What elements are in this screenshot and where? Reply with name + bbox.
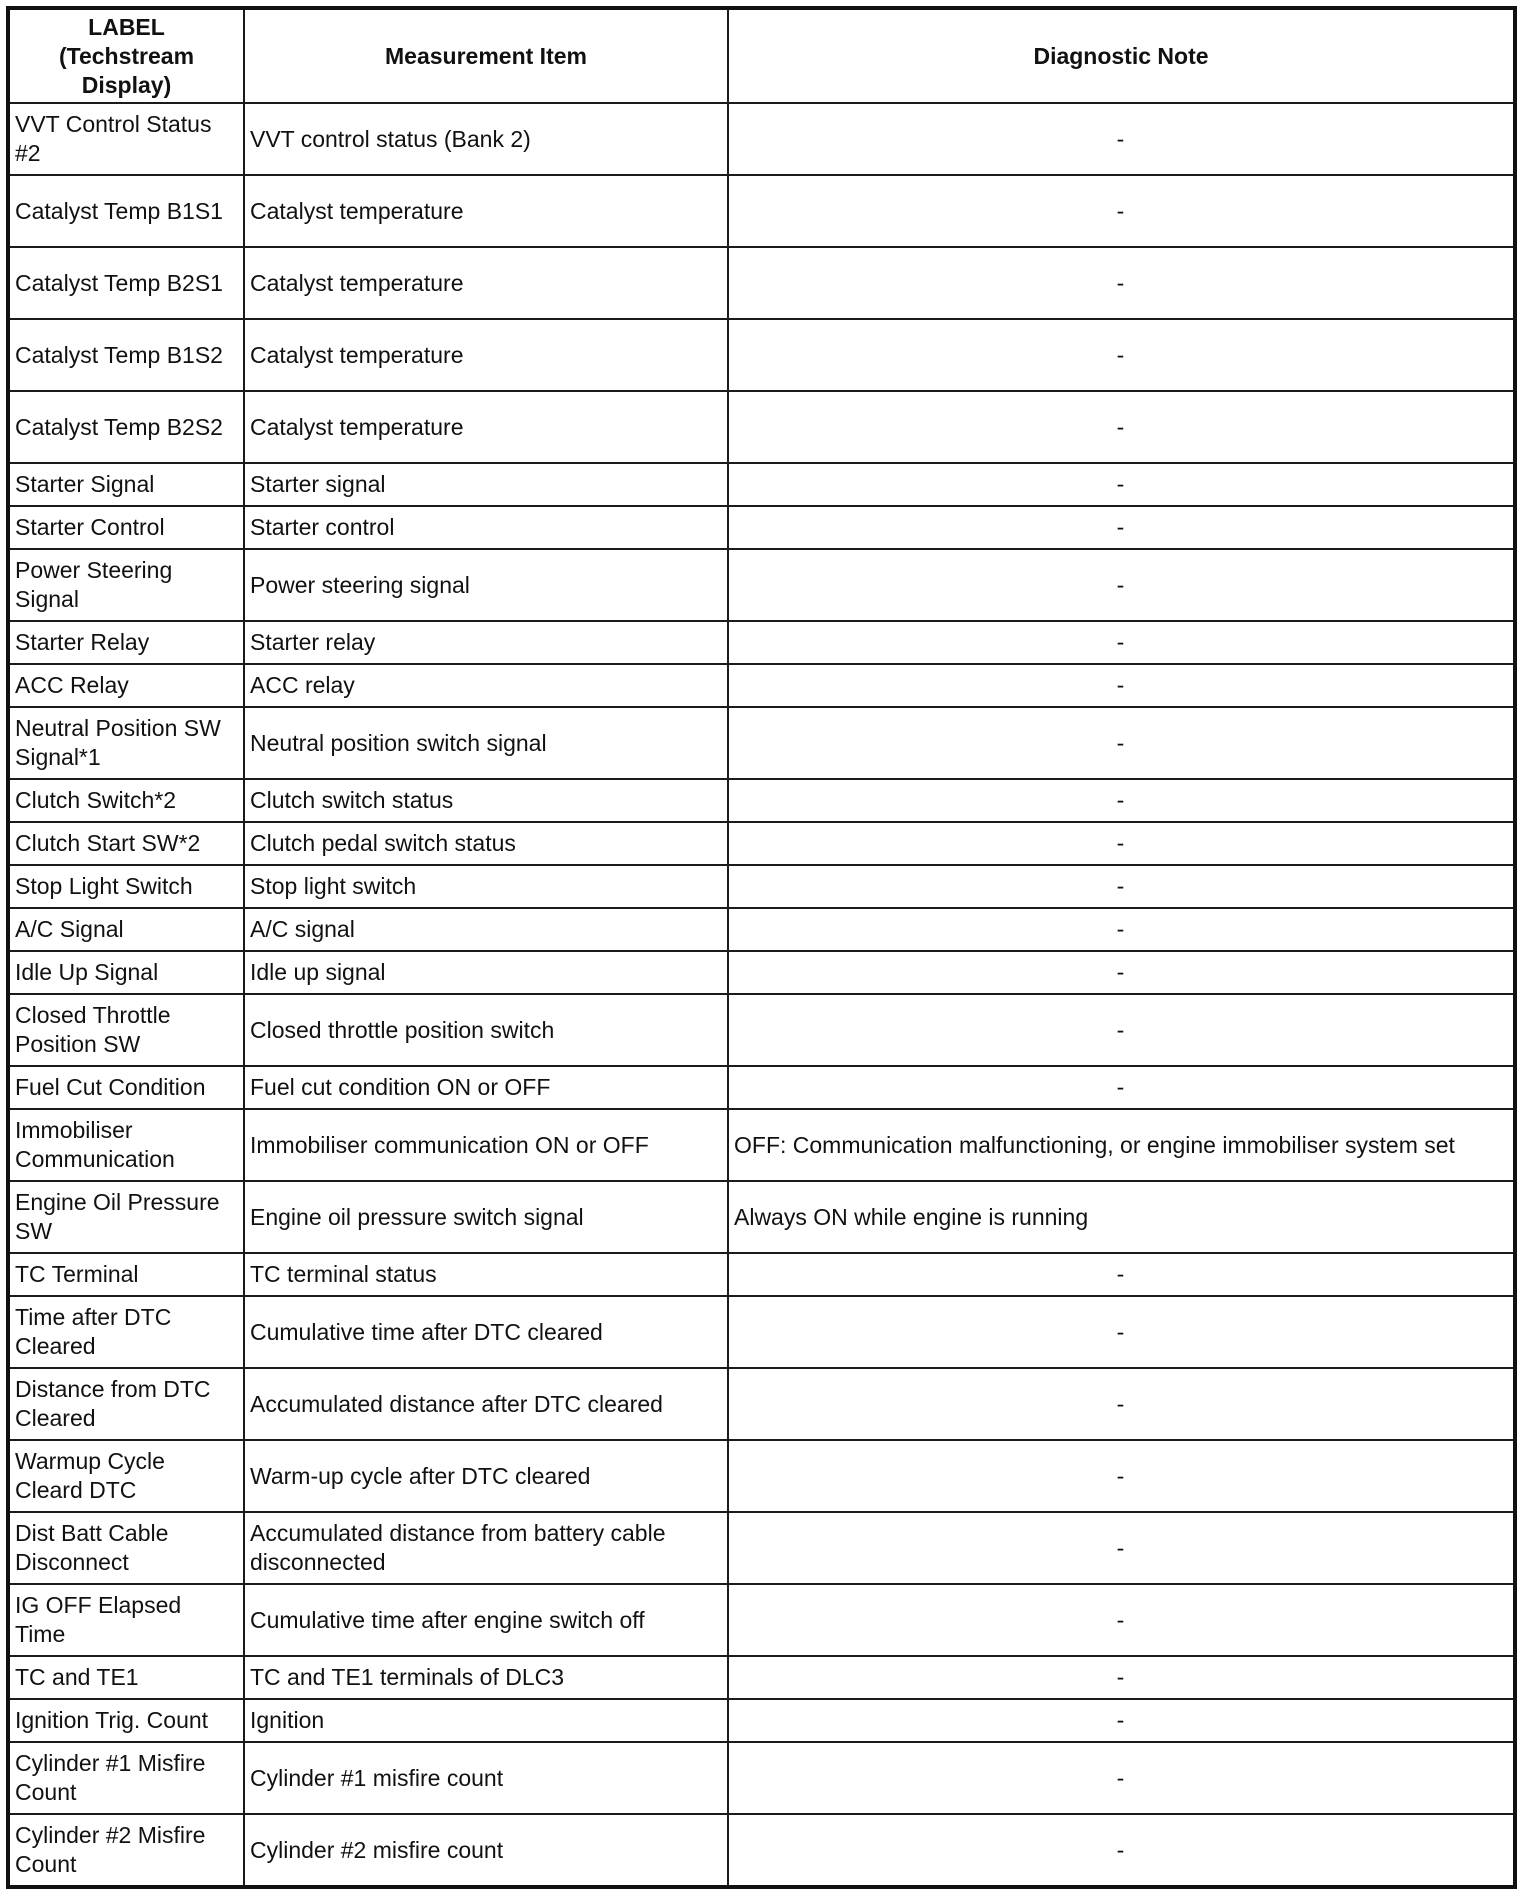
cell-label: Starter Relay bbox=[8, 621, 244, 664]
cell-label: Immobiliser Communication bbox=[8, 1109, 244, 1181]
cell-label: Catalyst Temp B2S2 bbox=[8, 391, 244, 463]
cell-label: Catalyst Temp B2S1 bbox=[8, 247, 244, 319]
cell-label: TC Terminal bbox=[8, 1253, 244, 1296]
cell-measurement-item: Cumulative time after DTC cleared bbox=[244, 1296, 728, 1368]
table-row bbox=[8, 1656, 1515, 1699]
cell-label: TC and TE1 bbox=[8, 1656, 244, 1699]
cell-measurement-item: Idle up signal bbox=[244, 951, 728, 994]
cell-diagnostic-note: - bbox=[728, 1066, 1515, 1109]
cell-label: Time after DTC Cleared bbox=[8, 1296, 244, 1368]
cell-measurement-item: Immobiliser communication ON or OFF bbox=[244, 1109, 728, 1181]
cell-measurement-item: Warm-up cycle after DTC cleared bbox=[244, 1440, 728, 1512]
cell-diagnostic-note: - bbox=[728, 994, 1515, 1066]
cell-measurement-item: Cylinder #1 misfire count bbox=[244, 1742, 728, 1814]
cell-diagnostic-note: OFF: Communication malfunctioning, or engine immobiliser system set bbox=[728, 1109, 1515, 1181]
cell-measurement-item: A/C signal bbox=[244, 908, 728, 951]
cell-label: Catalyst Temp B1S1 bbox=[8, 175, 244, 247]
table-row bbox=[8, 1253, 1515, 1296]
cell-measurement-item: TC and TE1 terminals of DLC3 bbox=[244, 1656, 728, 1699]
cell-diagnostic-note: - bbox=[728, 506, 1515, 549]
cell-measurement-item: Fuel cut condition ON or OFF bbox=[244, 1066, 728, 1109]
cell-diagnostic-note: - bbox=[728, 779, 1515, 822]
cell-diagnostic-note: - bbox=[728, 549, 1515, 621]
table-row bbox=[8, 1296, 1515, 1368]
cell-diagnostic-note: - bbox=[728, 247, 1515, 319]
cell-diagnostic-note: - bbox=[728, 319, 1515, 391]
cell-label: Idle Up Signal bbox=[8, 951, 244, 994]
cell-measurement-item: Catalyst temperature bbox=[244, 391, 728, 463]
table-row bbox=[8, 1584, 1515, 1656]
cell-label: Ignition Trig. Count bbox=[8, 1699, 244, 1742]
table-row bbox=[8, 994, 1515, 1066]
cell-label: Cylinder #2 Misfire Count bbox=[8, 1814, 244, 1887]
table-row bbox=[8, 664, 1515, 707]
cell-measurement-item: Catalyst temperature bbox=[244, 247, 728, 319]
cell-measurement-item: VVT control status (Bank 2) bbox=[244, 103, 728, 175]
cell-measurement-item: Starter control bbox=[244, 506, 728, 549]
cell-measurement-item: Cumulative time after engine switch off bbox=[244, 1584, 728, 1656]
cell-label: Cylinder #1 Misfire Count bbox=[8, 1742, 244, 1814]
cell-label: Power Steering Signal bbox=[8, 549, 244, 621]
cell-label: Fuel Cut Condition bbox=[8, 1066, 244, 1109]
cell-measurement-item: Closed throttle position switch bbox=[244, 994, 728, 1066]
cell-label: Starter Control bbox=[8, 506, 244, 549]
cell-diagnostic-note: - bbox=[728, 1814, 1515, 1887]
cell-diagnostic-note: - bbox=[728, 664, 1515, 707]
header-label-line: Display) bbox=[81, 71, 172, 98]
header-diagnostic-note: Diagnostic Note bbox=[728, 8, 1515, 103]
cell-measurement-item: Stop light switch bbox=[244, 865, 728, 908]
table-row bbox=[8, 175, 1515, 247]
table-row bbox=[8, 463, 1515, 506]
table-row bbox=[8, 1742, 1515, 1814]
table-row bbox=[8, 391, 1515, 463]
cell-diagnostic-note: Always ON while engine is running bbox=[728, 1181, 1515, 1253]
cell-measurement-item: Clutch pedal switch status bbox=[244, 822, 728, 865]
data-list-table bbox=[6, 6, 1517, 1889]
table-row bbox=[8, 506, 1515, 549]
cell-measurement-item: Accumulated distance after DTC cleared bbox=[244, 1368, 728, 1440]
cell-diagnostic-note: - bbox=[728, 1742, 1515, 1814]
table-row bbox=[8, 1181, 1515, 1253]
table-row bbox=[8, 247, 1515, 319]
cell-diagnostic-note: - bbox=[728, 175, 1515, 247]
data-list-table-container bbox=[6, 6, 1517, 1889]
cell-label: Starter Signal bbox=[8, 463, 244, 506]
table-row bbox=[8, 1368, 1515, 1440]
cell-diagnostic-note: - bbox=[728, 1699, 1515, 1742]
cell-label: Clutch Switch*2 bbox=[8, 779, 244, 822]
cell-diagnostic-note: - bbox=[728, 391, 1515, 463]
cell-label: VVT Control Status #2 bbox=[8, 103, 244, 175]
cell-diagnostic-note: - bbox=[728, 1296, 1515, 1368]
cell-measurement-item: Engine oil pressure switch signal bbox=[244, 1181, 728, 1253]
cell-measurement-item: Starter relay bbox=[244, 621, 728, 664]
table-row bbox=[8, 951, 1515, 994]
table-row bbox=[8, 707, 1515, 779]
cell-diagnostic-note: - bbox=[728, 1368, 1515, 1440]
cell-label: Engine Oil Pressure SW bbox=[8, 1181, 244, 1253]
cell-diagnostic-note: - bbox=[728, 707, 1515, 779]
cell-diagnostic-note: - bbox=[728, 822, 1515, 865]
table-row bbox=[8, 1066, 1515, 1109]
table-row bbox=[8, 319, 1515, 391]
cell-diagnostic-note: - bbox=[728, 951, 1515, 994]
cell-measurement-item: Clutch switch status bbox=[244, 779, 728, 822]
table-row bbox=[8, 1109, 1515, 1181]
cell-measurement-item: Ignition bbox=[244, 1699, 728, 1742]
cell-diagnostic-note: - bbox=[728, 865, 1515, 908]
header-measurement-item: Measurement Item bbox=[244, 8, 728, 103]
cell-diagnostic-note: - bbox=[728, 621, 1515, 664]
cell-label: Dist Batt Cable Disconnect bbox=[8, 1512, 244, 1584]
table-row bbox=[8, 1512, 1515, 1584]
table-row bbox=[8, 621, 1515, 664]
table-row bbox=[8, 865, 1515, 908]
cell-measurement-item: Catalyst temperature bbox=[244, 175, 728, 247]
cell-measurement-item: Catalyst temperature bbox=[244, 319, 728, 391]
cell-diagnostic-note: - bbox=[728, 463, 1515, 506]
cell-label: Catalyst Temp B1S2 bbox=[8, 319, 244, 391]
cell-diagnostic-note: - bbox=[728, 1656, 1515, 1699]
cell-label: Distance from DTC Cleared bbox=[8, 1368, 244, 1440]
table-row bbox=[8, 908, 1515, 951]
cell-diagnostic-note: - bbox=[728, 908, 1515, 951]
table-row bbox=[8, 1440, 1515, 1512]
cell-diagnostic-note: - bbox=[728, 1584, 1515, 1656]
cell-label: ACC Relay bbox=[8, 664, 244, 707]
cell-measurement-item: Starter signal bbox=[244, 463, 728, 506]
header-label bbox=[8, 8, 244, 103]
cell-measurement-item: Accumulated distance from battery cable disconnected bbox=[244, 1512, 728, 1584]
cell-label: Stop Light Switch bbox=[8, 865, 244, 908]
cell-diagnostic-note: - bbox=[728, 103, 1515, 175]
header-label-line: LABEL bbox=[88, 13, 165, 40]
cell-measurement-item: ACC relay bbox=[244, 664, 728, 707]
cell-diagnostic-note: - bbox=[728, 1512, 1515, 1584]
cell-label: Neutral Position SW Signal*1 bbox=[8, 707, 244, 779]
table-row bbox=[8, 103, 1515, 175]
cell-measurement-item: Neutral position switch signal bbox=[244, 707, 728, 779]
cell-measurement-item: Power steering signal bbox=[244, 549, 728, 621]
cell-diagnostic-note: - bbox=[728, 1440, 1515, 1512]
table-row bbox=[8, 779, 1515, 822]
cell-diagnostic-note: - bbox=[728, 1253, 1515, 1296]
table-header-row bbox=[8, 8, 1515, 103]
table-row bbox=[8, 1699, 1515, 1742]
cell-label: Warmup Cycle Cleard DTC bbox=[8, 1440, 244, 1512]
table-row bbox=[8, 822, 1515, 865]
cell-label: Closed Throttle Position SW bbox=[8, 994, 244, 1066]
cell-measurement-item: Cylinder #2 misfire count bbox=[244, 1814, 728, 1887]
cell-label: IG OFF Elapsed Time bbox=[8, 1584, 244, 1656]
header-label-line: (Techstream bbox=[58, 42, 195, 69]
cell-label: A/C Signal bbox=[8, 908, 244, 951]
table-row bbox=[8, 1814, 1515, 1887]
cell-measurement-item: TC terminal status bbox=[244, 1253, 728, 1296]
cell-label: Clutch Start SW*2 bbox=[8, 822, 244, 865]
table-row bbox=[8, 549, 1515, 621]
